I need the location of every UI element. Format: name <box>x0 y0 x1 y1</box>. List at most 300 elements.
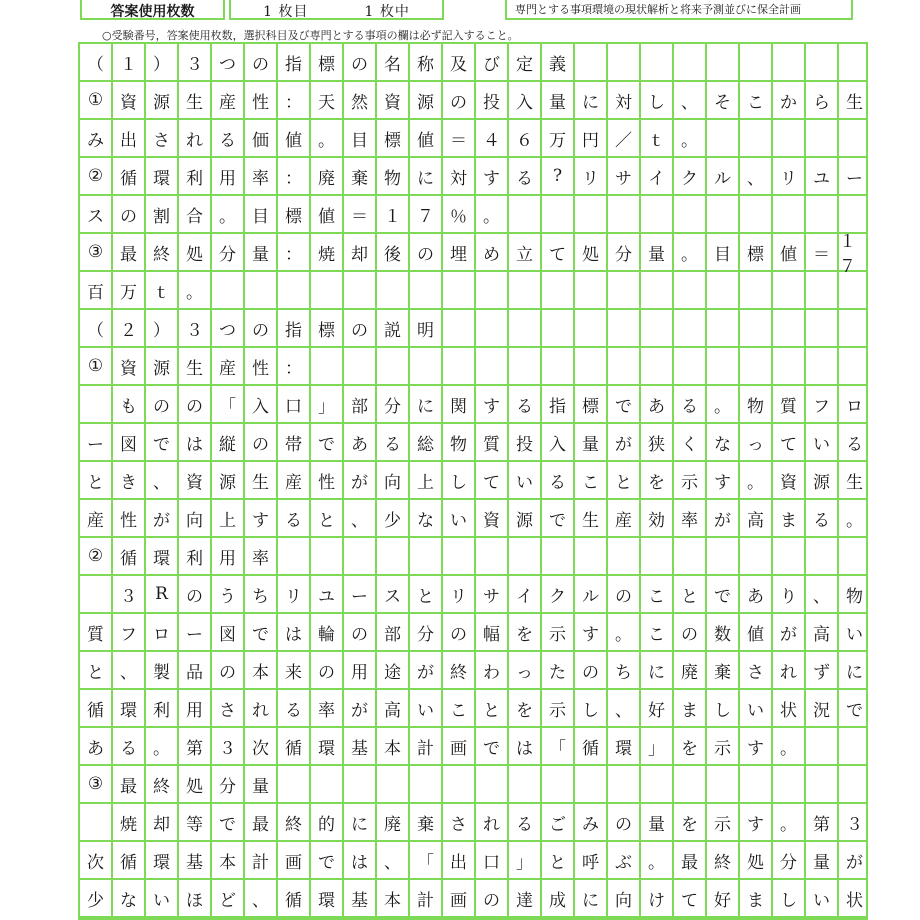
grid-cell: れ <box>476 804 509 842</box>
grid-cell: 分 <box>212 234 245 272</box>
grid-cell: ｔ <box>146 272 179 310</box>
grid-cell: の <box>245 44 278 82</box>
grid-cell <box>476 766 509 804</box>
grid-cell: 生 <box>179 82 212 120</box>
grid-cell: 。 <box>740 462 773 500</box>
grid-cell: の <box>113 196 146 234</box>
grid-cell: 焼 <box>113 804 146 842</box>
grid-cell: ご <box>542 804 575 842</box>
grid-cell: 値 <box>410 120 443 158</box>
grid-cell: 用 <box>212 538 245 576</box>
grid-cell: ３ <box>839 804 868 842</box>
grid-cell: 少 <box>377 500 410 538</box>
grid-cell: 量 <box>806 842 839 880</box>
grid-cell: す <box>707 462 740 500</box>
grid-cell: 分 <box>410 614 443 652</box>
grid-cell: い <box>146 880 179 918</box>
grid-cell: 名 <box>377 44 410 82</box>
grid-cell: こ <box>641 576 674 614</box>
grid-cell: 関 <box>443 386 476 424</box>
grid-cell: ロ <box>146 614 179 652</box>
grid-cell: 第 <box>179 728 212 766</box>
grid-cell: ル <box>707 158 740 196</box>
grid-cell: ） <box>146 310 179 348</box>
grid-cell: 終 <box>278 804 311 842</box>
grid-cell: 物 <box>377 158 410 196</box>
grid-cell <box>806 310 839 348</box>
grid-cell: い <box>410 690 443 728</box>
grid-cell: 指 <box>542 386 575 424</box>
grid-cell: る <box>542 462 575 500</box>
grid-cell <box>80 386 113 424</box>
grid-cell: 帯 <box>278 424 311 462</box>
grid-cell: １ <box>377 196 410 234</box>
grid-cell: 標 <box>740 234 773 272</box>
grid-cell <box>839 766 868 804</box>
grid-cell: 部 <box>344 386 377 424</box>
grid-cell: を <box>641 462 674 500</box>
grid-cell <box>344 538 377 576</box>
grid-cell <box>608 538 641 576</box>
grid-cell: 分 <box>377 386 410 424</box>
grid-cell: 示 <box>674 462 707 500</box>
grid-cell: 処 <box>179 234 212 272</box>
grid-cell: 環 <box>608 728 641 766</box>
grid-cell: か <box>773 82 806 120</box>
grid-cell: と <box>542 842 575 880</box>
grid-cell: ク <box>542 576 575 614</box>
grid-cell: ク <box>674 158 707 196</box>
grid-cell: 源 <box>509 500 542 538</box>
grid-cell: ユ <box>311 576 344 614</box>
grid-cell: 製 <box>146 652 179 690</box>
grid-cell <box>278 272 311 310</box>
grid-cell: い <box>806 880 839 918</box>
grid-cell: 終 <box>443 652 476 690</box>
grid-cell: の <box>344 44 377 82</box>
grid-cell <box>80 576 113 614</box>
grid-cell: 次 <box>80 842 113 880</box>
grid-cell: 品 <box>179 652 212 690</box>
grid-cell <box>542 272 575 310</box>
grid-cell: て <box>674 880 707 918</box>
grid-cell <box>740 310 773 348</box>
grid-cell: フ <box>113 614 146 652</box>
grid-cell: い <box>740 690 773 728</box>
grid-cell: イ <box>641 158 674 196</box>
grid-cell: で <box>476 728 509 766</box>
grid-cell: は <box>278 614 311 652</box>
grid-cell <box>674 310 707 348</box>
grid-cell: 循 <box>113 842 146 880</box>
grid-cell <box>740 348 773 386</box>
grid-cell <box>707 44 740 82</box>
grid-cell: る <box>113 728 146 766</box>
grid-cell: 高 <box>740 500 773 538</box>
grid-cell: の <box>476 880 509 918</box>
grid-cell: 用 <box>179 690 212 728</box>
grid-cell <box>344 766 377 804</box>
grid-cell: と <box>674 576 707 614</box>
grid-cell: な <box>113 880 146 918</box>
grid-cell: 。 <box>641 842 674 880</box>
grid-cell <box>839 348 868 386</box>
grid-cell: 価 <box>245 120 278 158</box>
grid-cell <box>278 538 311 576</box>
grid-cell: 値 <box>278 120 311 158</box>
grid-cell: 棄 <box>410 804 443 842</box>
grid-cell: １７ <box>839 234 868 272</box>
sheet-count-value <box>229 0 444 20</box>
grid-cell: れ <box>773 652 806 690</box>
grid-cell: 「 <box>542 728 575 766</box>
grid-cell: 本 <box>245 652 278 690</box>
grid-cell <box>773 196 806 234</box>
grid-cell: い <box>443 500 476 538</box>
grid-cell: と <box>80 652 113 690</box>
grid-cell: 部 <box>377 614 410 652</box>
grid-cell: 総 <box>410 424 443 462</box>
instruction-note: ○受験番号，答案使用枚数，選択科目及び専門とする事項の欄は必ず記入すること。 <box>102 29 519 42</box>
grid-cell: す <box>476 158 509 196</box>
grid-cell <box>806 120 839 158</box>
grid-cell <box>740 44 773 82</box>
grid-cell: ー <box>344 576 377 614</box>
grid-cell: 後 <box>377 234 410 272</box>
grid-cell: に <box>575 880 608 918</box>
grid-cell <box>311 348 344 386</box>
grid-cell: み <box>80 120 113 158</box>
grid-cell <box>608 310 641 348</box>
grid-cell: の <box>245 424 278 462</box>
grid-cell <box>509 766 542 804</box>
grid-cell: す <box>476 386 509 424</box>
grid-cell <box>707 766 740 804</box>
subject-field: 専門とする事項環境の現状解析と将来予測並びに保全計画 <box>505 0 853 20</box>
grid-cell <box>707 196 740 234</box>
grid-cell: ６ <box>509 120 542 158</box>
grid-cell <box>443 272 476 310</box>
grid-cell: て <box>542 234 575 272</box>
grid-cell: 輪 <box>311 614 344 652</box>
grid-cell: 向 <box>608 880 641 918</box>
grid-cell: 基 <box>344 880 377 918</box>
grid-cell: １ <box>113 44 146 82</box>
grid-cell: ら <box>806 82 839 120</box>
grid-cell: 循 <box>113 158 146 196</box>
grid-cell: 、 <box>608 690 641 728</box>
grid-cell: フ <box>806 386 839 424</box>
grid-cell: 標 <box>575 386 608 424</box>
grid-cell: 効 <box>641 500 674 538</box>
grid-cell: 図 <box>212 614 245 652</box>
grid-cell: 質 <box>476 424 509 462</box>
grid-cell: て <box>476 462 509 500</box>
grid-cell: で <box>707 576 740 614</box>
grid-cell: 生 <box>839 462 868 500</box>
grid-cell: が <box>773 614 806 652</box>
grid-cell <box>806 728 839 766</box>
grid-cell: ② <box>80 538 113 576</box>
grid-cell: 産 <box>212 82 245 120</box>
grid-cell: ル <box>575 576 608 614</box>
grid-cell <box>575 348 608 386</box>
grid-cell <box>575 44 608 82</box>
grid-cell <box>806 44 839 82</box>
grid-cell: R <box>146 576 179 614</box>
grid-cell <box>740 538 773 576</box>
grid-cell: う <box>212 576 245 614</box>
grid-cell: す <box>740 728 773 766</box>
grid-cell: 口 <box>278 386 311 424</box>
grid-cell: 資 <box>179 462 212 500</box>
grid-cell: 」 <box>509 842 542 880</box>
grid-cell <box>707 310 740 348</box>
grid-cell <box>707 272 740 310</box>
grid-cell: 廃 <box>311 158 344 196</box>
grid-cell: 標 <box>377 120 410 158</box>
grid-cell: つ <box>212 44 245 82</box>
grid-cell: の <box>443 614 476 652</box>
grid-cell: 称 <box>410 44 443 82</box>
grid-cell <box>575 766 608 804</box>
grid-cell: 源 <box>146 82 179 120</box>
grid-cell: 量 <box>641 804 674 842</box>
grid-cell: す <box>245 500 278 538</box>
grid-cell <box>212 272 245 310</box>
grid-cell: 標 <box>311 44 344 82</box>
grid-cell: 物 <box>443 424 476 462</box>
grid-cell <box>740 120 773 158</box>
grid-cell: ： <box>278 348 311 386</box>
grid-cell <box>740 766 773 804</box>
grid-cell: ③ <box>80 234 113 272</box>
grid-cell <box>740 272 773 310</box>
grid-cell <box>377 272 410 310</box>
grid-cell: が <box>146 500 179 538</box>
grid-cell: そ <box>707 82 740 120</box>
grid-cell: し <box>641 82 674 120</box>
grid-cell: 資 <box>113 82 146 120</box>
grid-cell <box>575 538 608 576</box>
grid-cell: 万 <box>113 272 146 310</box>
grid-cell: さ <box>146 120 179 158</box>
grid-cell: 性 <box>113 500 146 538</box>
grid-cell: 産 <box>212 348 245 386</box>
grid-cell: れ <box>179 120 212 158</box>
grid-cell: 率 <box>245 158 278 196</box>
grid-cell: 終 <box>707 842 740 880</box>
grid-cell: る <box>509 158 542 196</box>
grid-cell: 途 <box>377 652 410 690</box>
grid-cell: で <box>311 424 344 462</box>
grid-cell: で <box>245 614 278 652</box>
grid-cell: 生 <box>245 462 278 500</box>
grid-cell: 量 <box>641 234 674 272</box>
grid-cell: 達 <box>509 880 542 918</box>
grid-cell: 。 <box>773 804 806 842</box>
grid-cell: ち <box>245 576 278 614</box>
grid-cell: ー <box>839 158 868 196</box>
grid-cell: す <box>575 614 608 652</box>
grid-cell: 産 <box>278 462 311 500</box>
grid-cell <box>410 272 443 310</box>
grid-cell: 環 <box>311 728 344 766</box>
grid-cell: 的 <box>311 804 344 842</box>
grid-cell: 入 <box>509 82 542 120</box>
grid-cell: の <box>311 652 344 690</box>
grid-cell: 産 <box>608 500 641 538</box>
grid-cell: 入 <box>245 386 278 424</box>
grid-cell <box>806 538 839 576</box>
grid-cell: 最 <box>113 234 146 272</box>
grid-cell <box>311 272 344 310</box>
grid-cell: ＝ <box>344 196 377 234</box>
grid-cell: 終 <box>146 766 179 804</box>
grid-cell: 合 <box>179 196 212 234</box>
grid-cell: ま <box>773 500 806 538</box>
grid-cell <box>608 766 641 804</box>
grid-cell <box>641 538 674 576</box>
grid-cell: ： <box>278 234 311 272</box>
grid-cell: 。 <box>311 120 344 158</box>
grid-cell: サ <box>608 158 641 196</box>
grid-cell: 分 <box>608 234 641 272</box>
grid-cell: 少 <box>80 880 113 918</box>
grid-cell: に <box>641 652 674 690</box>
grid-cell <box>311 766 344 804</box>
grid-cell: び <box>476 44 509 82</box>
grid-cell <box>740 196 773 234</box>
grid-cell: ① <box>80 348 113 386</box>
grid-cell: 出 <box>113 120 146 158</box>
grid-cell: 、 <box>740 158 773 196</box>
grid-cell: 源 <box>146 348 179 386</box>
grid-cell: あ <box>80 728 113 766</box>
grid-cell <box>773 766 806 804</box>
grid-cell: 目 <box>245 196 278 234</box>
grid-cell: ず <box>806 652 839 690</box>
grid-cell: ／ <box>608 120 641 158</box>
grid-cell: ② <box>80 158 113 196</box>
grid-cell: 、 <box>377 842 410 880</box>
grid-cell: 対 <box>608 82 641 120</box>
grid-cell: 示 <box>707 804 740 842</box>
grid-cell: を <box>509 690 542 728</box>
grid-cell: ま <box>740 880 773 918</box>
grid-cell: 立 <box>509 234 542 272</box>
grid-cell <box>707 538 740 576</box>
grid-cell: 資 <box>476 500 509 538</box>
grid-cell <box>410 348 443 386</box>
grid-cell: に <box>575 82 608 120</box>
answer-grid <box>78 42 868 920</box>
grid-cell: の <box>443 82 476 120</box>
grid-cell: 資 <box>773 462 806 500</box>
grid-cell: ７ <box>410 196 443 234</box>
grid-cell: あ <box>740 576 773 614</box>
grid-cell: 処 <box>575 234 608 272</box>
grid-cell: る <box>278 690 311 728</box>
grid-cell <box>641 44 674 82</box>
grid-cell: に <box>839 652 868 690</box>
grid-cell: 本 <box>377 728 410 766</box>
grid-cell: し <box>773 880 806 918</box>
grid-cell: 本 <box>377 880 410 918</box>
grid-cell: す <box>740 804 773 842</box>
grid-cell: ③ <box>80 766 113 804</box>
grid-cell: 画 <box>278 842 311 880</box>
grid-cell: 基 <box>179 842 212 880</box>
grid-cell: 画 <box>443 880 476 918</box>
grid-cell <box>344 272 377 310</box>
grid-cell: 、 <box>245 880 278 918</box>
grid-cell <box>410 766 443 804</box>
grid-cell: っ <box>740 424 773 462</box>
grid-cell <box>476 272 509 310</box>
grid-cell <box>443 538 476 576</box>
grid-cell: 循 <box>278 728 311 766</box>
grid-cell <box>443 766 476 804</box>
grid-cell: あ <box>344 424 377 462</box>
grid-cell: 却 <box>344 234 377 272</box>
grid-cell <box>542 196 575 234</box>
grid-cell: で <box>608 386 641 424</box>
grid-cell: の <box>146 386 179 424</box>
grid-cell: み <box>575 804 608 842</box>
grid-cell: 廃 <box>674 652 707 690</box>
grid-cell: さ <box>740 652 773 690</box>
grid-cell: 口 <box>476 842 509 880</box>
grid-cell: 焼 <box>311 234 344 272</box>
grid-cell: く <box>674 424 707 462</box>
grid-cell <box>773 272 806 310</box>
grid-cell: つ <box>212 310 245 348</box>
grid-cell: サ <box>476 576 509 614</box>
grid-cell: い <box>509 462 542 500</box>
grid-cell: 。 <box>707 386 740 424</box>
grid-cell: 。 <box>476 196 509 234</box>
grid-cell: 質 <box>80 614 113 652</box>
grid-cell <box>839 310 868 348</box>
grid-cell <box>773 538 806 576</box>
sheet-count-label: 答案使用枚数 <box>80 0 225 20</box>
grid-cell: を <box>509 614 542 652</box>
grid-cell: れ <box>245 690 278 728</box>
grid-cell: 、 <box>674 82 707 120</box>
grid-cell: 示 <box>707 728 740 766</box>
grid-cell: ＝ <box>443 120 476 158</box>
grid-cell: 明 <box>410 310 443 348</box>
grid-cell <box>608 196 641 234</box>
grid-cell: 及 <box>443 44 476 82</box>
grid-cell: 物 <box>839 576 868 614</box>
grid-cell: 」 <box>641 728 674 766</box>
grid-cell: 、 <box>806 576 839 614</box>
grid-cell: 率 <box>245 538 278 576</box>
grid-cell <box>476 538 509 576</box>
grid-cell: 呼 <box>575 842 608 880</box>
grid-cell: 生 <box>839 82 868 120</box>
grid-cell <box>443 348 476 386</box>
grid-cell: 画 <box>443 728 476 766</box>
grid-cell <box>344 348 377 386</box>
grid-cell: 狭 <box>641 424 674 462</box>
grid-cell: ー <box>179 614 212 652</box>
grid-cell: ： <box>278 82 311 120</box>
grid-cell: ほ <box>179 880 212 918</box>
grid-cell: 成 <box>542 880 575 918</box>
